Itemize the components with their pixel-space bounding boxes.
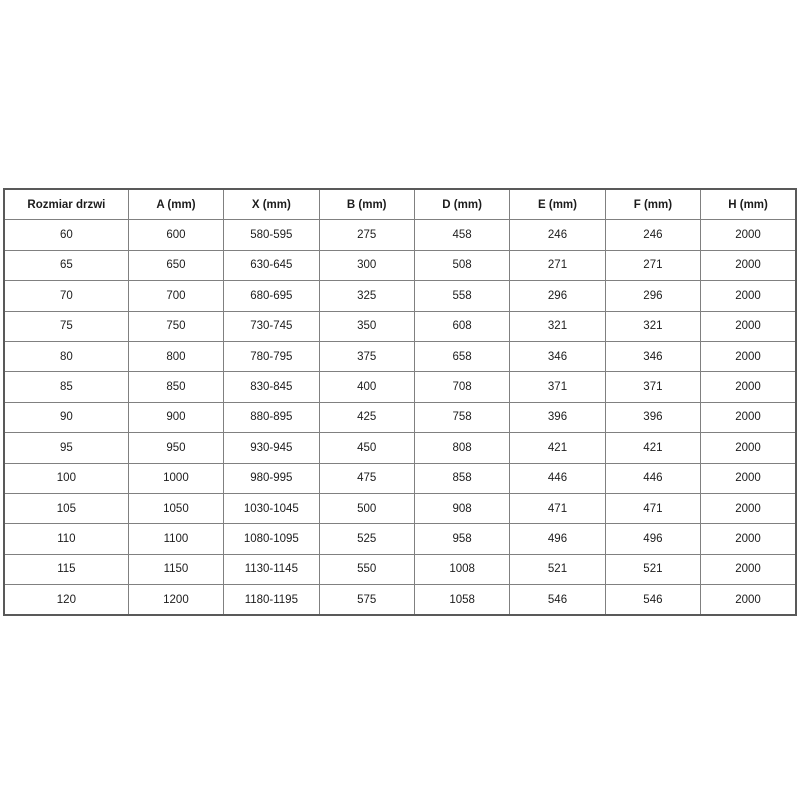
table-cell: 1058 — [414, 585, 509, 616]
table-cell: 85 — [4, 372, 128, 402]
door-dimensions-table — [3, 188, 797, 616]
table-cell: 650 — [128, 250, 223, 280]
table-cell: 421 — [605, 433, 700, 463]
column-header: F (mm) — [605, 189, 700, 220]
table-cell: 580-595 — [224, 220, 319, 250]
table-cell: 680-695 — [224, 281, 319, 311]
table-cell: 1200 — [128, 585, 223, 616]
column-header: E (mm) — [510, 189, 605, 220]
table-cell: 246 — [510, 220, 605, 250]
table-cell: 550 — [319, 554, 414, 584]
table-cell: 930-945 — [224, 433, 319, 463]
table-cell: 350 — [319, 311, 414, 341]
table-row — [4, 220, 796, 250]
table-cell: 521 — [605, 554, 700, 584]
table-cell: 1008 — [414, 554, 509, 584]
table-cell: 321 — [510, 311, 605, 341]
table-cell: 105 — [4, 493, 128, 523]
table-row — [4, 493, 796, 523]
table-row — [4, 433, 796, 463]
column-header: Rozmiar drzwi — [4, 189, 128, 220]
table-cell: 700 — [128, 281, 223, 311]
table-cell: 546 — [510, 585, 605, 616]
table-cell: 2000 — [701, 463, 796, 493]
table-cell: 730-745 — [224, 311, 319, 341]
table-cell: 120 — [4, 585, 128, 616]
table-row — [4, 311, 796, 341]
header-row — [4, 189, 796, 220]
table-cell: 525 — [319, 524, 414, 554]
table-cell: 296 — [510, 281, 605, 311]
table-header — [4, 189, 796, 220]
table-cell: 371 — [605, 372, 700, 402]
table-cell: 950 — [128, 433, 223, 463]
table-cell: 2000 — [701, 493, 796, 523]
table-cell: 2000 — [701, 402, 796, 432]
table-cell: 246 — [605, 220, 700, 250]
table-cell: 546 — [605, 585, 700, 616]
table-cell: 780-795 — [224, 341, 319, 371]
table-row — [4, 524, 796, 554]
table-cell: 830-845 — [224, 372, 319, 402]
table-cell: 500 — [319, 493, 414, 523]
table-cell: 396 — [510, 402, 605, 432]
table-cell: 471 — [510, 493, 605, 523]
table-cell: 600 — [128, 220, 223, 250]
table-cell: 100 — [4, 463, 128, 493]
table-cell: 2000 — [701, 341, 796, 371]
table-cell: 1100 — [128, 524, 223, 554]
table-row — [4, 281, 796, 311]
table-cell: 425 — [319, 402, 414, 432]
table-cell: 75 — [4, 311, 128, 341]
table-cell: 271 — [510, 250, 605, 280]
table-cell: 980-995 — [224, 463, 319, 493]
table-cell: 271 — [605, 250, 700, 280]
table-cell: 808 — [414, 433, 509, 463]
table-cell: 2000 — [701, 554, 796, 584]
table-cell: 1000 — [128, 463, 223, 493]
column-header: B (mm) — [319, 189, 414, 220]
table-cell: 396 — [605, 402, 700, 432]
table-cell: 2000 — [701, 220, 796, 250]
table-cell: 2000 — [701, 311, 796, 341]
table-cell: 1050 — [128, 493, 223, 523]
table-cell: 758 — [414, 402, 509, 432]
table-cell: 608 — [414, 311, 509, 341]
table-cell: 496 — [605, 524, 700, 554]
table-cell: 421 — [510, 433, 605, 463]
table-row — [4, 372, 796, 402]
table-cell: 446 — [605, 463, 700, 493]
table-cell: 115 — [4, 554, 128, 584]
table-cell: 70 — [4, 281, 128, 311]
table-cell: 2000 — [701, 585, 796, 616]
table-cell: 1180-1195 — [224, 585, 319, 616]
table-cell: 275 — [319, 220, 414, 250]
table-cell: 475 — [319, 463, 414, 493]
table-cell: 908 — [414, 493, 509, 523]
table-cell: 508 — [414, 250, 509, 280]
table-cell: 300 — [319, 250, 414, 280]
table-cell: 458 — [414, 220, 509, 250]
table-cell: 1130-1145 — [224, 554, 319, 584]
table-cell: 400 — [319, 372, 414, 402]
table-cell: 2000 — [701, 524, 796, 554]
table-cell: 2000 — [701, 433, 796, 463]
table-cell: 2000 — [701, 250, 796, 280]
table-cell: 90 — [4, 402, 128, 432]
table-cell: 1150 — [128, 554, 223, 584]
table-cell: 80 — [4, 341, 128, 371]
table-cell: 558 — [414, 281, 509, 311]
table-row — [4, 341, 796, 371]
table-cell: 858 — [414, 463, 509, 493]
table-cell: 95 — [4, 433, 128, 463]
table-cell: 346 — [605, 341, 700, 371]
table-cell: 708 — [414, 372, 509, 402]
column-header: D (mm) — [414, 189, 509, 220]
table-cell: 1030-1045 — [224, 493, 319, 523]
table-cell: 521 — [510, 554, 605, 584]
door-dimensions-table-container — [3, 188, 797, 616]
table-row — [4, 250, 796, 280]
table-body — [4, 220, 796, 616]
table-cell: 1080-1095 — [224, 524, 319, 554]
table-cell: 750 — [128, 311, 223, 341]
table-cell: 371 — [510, 372, 605, 402]
table-row — [4, 463, 796, 493]
table-cell: 446 — [510, 463, 605, 493]
table-cell: 296 — [605, 281, 700, 311]
table-cell: 346 — [510, 341, 605, 371]
table-cell: 110 — [4, 524, 128, 554]
table-cell: 958 — [414, 524, 509, 554]
table-cell: 60 — [4, 220, 128, 250]
table-cell: 325 — [319, 281, 414, 311]
table-cell: 630-645 — [224, 250, 319, 280]
table-cell: 850 — [128, 372, 223, 402]
table-cell: 496 — [510, 524, 605, 554]
table-cell: 880-895 — [224, 402, 319, 432]
table-cell: 375 — [319, 341, 414, 371]
table-cell: 800 — [128, 341, 223, 371]
table-cell: 575 — [319, 585, 414, 616]
table-cell: 900 — [128, 402, 223, 432]
table-cell: 321 — [605, 311, 700, 341]
table-row — [4, 585, 796, 616]
table-row — [4, 554, 796, 584]
table-cell: 2000 — [701, 372, 796, 402]
column-header: A (mm) — [128, 189, 223, 220]
table-cell: 471 — [605, 493, 700, 523]
table-cell: 65 — [4, 250, 128, 280]
table-row — [4, 402, 796, 432]
column-header: X (mm) — [224, 189, 319, 220]
table-cell: 658 — [414, 341, 509, 371]
column-header: H (mm) — [701, 189, 796, 220]
table-cell: 2000 — [701, 281, 796, 311]
table-cell: 450 — [319, 433, 414, 463]
